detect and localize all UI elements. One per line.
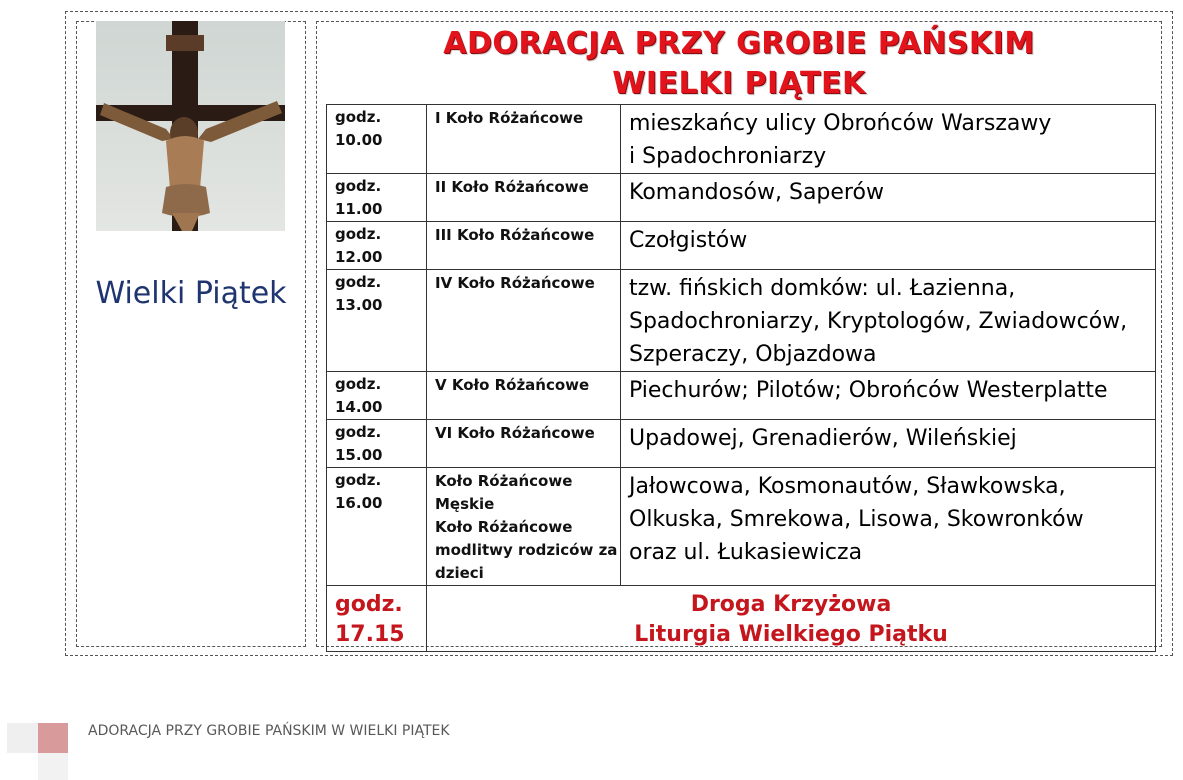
final-row [327, 586, 1156, 652]
group-cell [427, 174, 621, 222]
sidebar-title: Wielki Piątek [95, 276, 287, 311]
street-line: tzw. fińskich domków: ul. Łazienna, [629, 276, 1016, 301]
time-cell [327, 222, 427, 270]
street-line: Olkuska, Smrekowa, Lisowa, Skowronków [629, 507, 1084, 532]
crucifix-image [96, 21, 285, 231]
streets-cell [621, 372, 1156, 420]
time-value: 11.00 [335, 200, 383, 218]
group-name: I Koło Różańcowe [435, 109, 584, 127]
streets-cell [621, 420, 1156, 468]
time-label: godz. [335, 177, 382, 195]
group-cell [427, 372, 621, 420]
time-value: 16.00 [335, 494, 383, 512]
streets-cell [621, 468, 1156, 586]
time-value: 10.00 [335, 131, 383, 149]
time-cell [327, 372, 427, 420]
time-label: godz. [335, 471, 382, 489]
final-time-cell [327, 586, 427, 652]
headline-line-1: ADORACJA PRZY GROBIE PAŃSKIM [443, 26, 1035, 61]
time-label: godz. [335, 273, 382, 291]
footer-square-grey [7, 723, 38, 753]
time-value: 12.00 [335, 248, 383, 266]
time-cell [327, 270, 427, 372]
schedule-row [327, 270, 1156, 372]
final-event-2: Liturgia Wielkiego Piątku [634, 622, 948, 647]
schedule-row [327, 372, 1156, 420]
group-cell [427, 270, 621, 372]
street-line: Piechurów; Pilotów; Obrońców Westerplatte [629, 378, 1108, 403]
street-line: mieszkańcy ulicy Obrońców Warszawy [629, 111, 1052, 136]
time-cell [327, 420, 427, 468]
street-line: Czołgistów [629, 228, 748, 253]
final-event-1: Droga Krzyżowa [690, 592, 892, 617]
schedule-row [327, 174, 1156, 222]
group-name: dzieci [435, 564, 484, 582]
street-line: Jałowcowa, Kosmonautów, Sławkowska, [629, 474, 1066, 499]
group-name: VI Koło Różańcowe [435, 424, 595, 442]
schedule-row [327, 222, 1156, 270]
time-label: godz. [335, 108, 382, 126]
time-label: godz. [335, 225, 382, 243]
streets-cell [621, 270, 1156, 372]
group-cell [427, 222, 621, 270]
final-events-cell [427, 586, 1156, 652]
final-time-label: godz. [335, 592, 403, 617]
footer-square-red [38, 723, 68, 753]
street-line: Komandosów, Saperów [629, 180, 884, 205]
group-name: Męskie [435, 495, 495, 513]
footer-square-light [38, 753, 68, 780]
streets-cell [621, 222, 1156, 270]
group-cell [427, 105, 621, 174]
footer-text: ADORACJA PRZY GROBIE PAŃSKIM W WIELKI PIĄTEK [88, 723, 450, 739]
time-value: 14.00 [335, 398, 383, 416]
street-line: Spadochroniarzy, Kryptologów, Zwiadowców, [629, 309, 1128, 334]
group-cell [427, 468, 621, 586]
street-line: oraz ul. Łukasiewicza [629, 540, 863, 565]
streets-cell [621, 174, 1156, 222]
group-name: IV Koło Różańcowe [435, 274, 595, 292]
schedule-row [327, 105, 1156, 174]
time-value: 13.00 [335, 296, 383, 314]
group-cell [427, 420, 621, 468]
time-cell [327, 174, 427, 222]
schedule-row [327, 468, 1156, 586]
time-cell [327, 105, 427, 174]
schedule-row [327, 420, 1156, 468]
street-line: i Spadochroniarzy [629, 144, 827, 169]
group-name: III Koło Różańcowe [435, 226, 595, 244]
time-value: 15.00 [335, 446, 383, 464]
time-label: godz. [335, 375, 382, 393]
group-name: modlitwy rodziców za [435, 541, 618, 559]
streets-cell [621, 105, 1156, 174]
group-name: Koło Różańcowe [435, 472, 573, 490]
time-label: godz. [335, 423, 382, 441]
group-name: Koło Różańcowe [435, 518, 573, 536]
final-time-value: 17.15 [335, 622, 405, 647]
street-line: Szperaczy, Objazdowa [629, 342, 877, 367]
schedule-table [326, 104, 1156, 652]
headline-line-2: WIELKI PIĄTEK [612, 66, 866, 101]
group-name: V Koło Różańcowe [435, 376, 590, 394]
time-cell [327, 468, 427, 586]
group-name: II Koło Różańcowe [435, 178, 589, 196]
street-line: Upadowej, Grenadierów, Wileńskiej [629, 426, 1017, 451]
